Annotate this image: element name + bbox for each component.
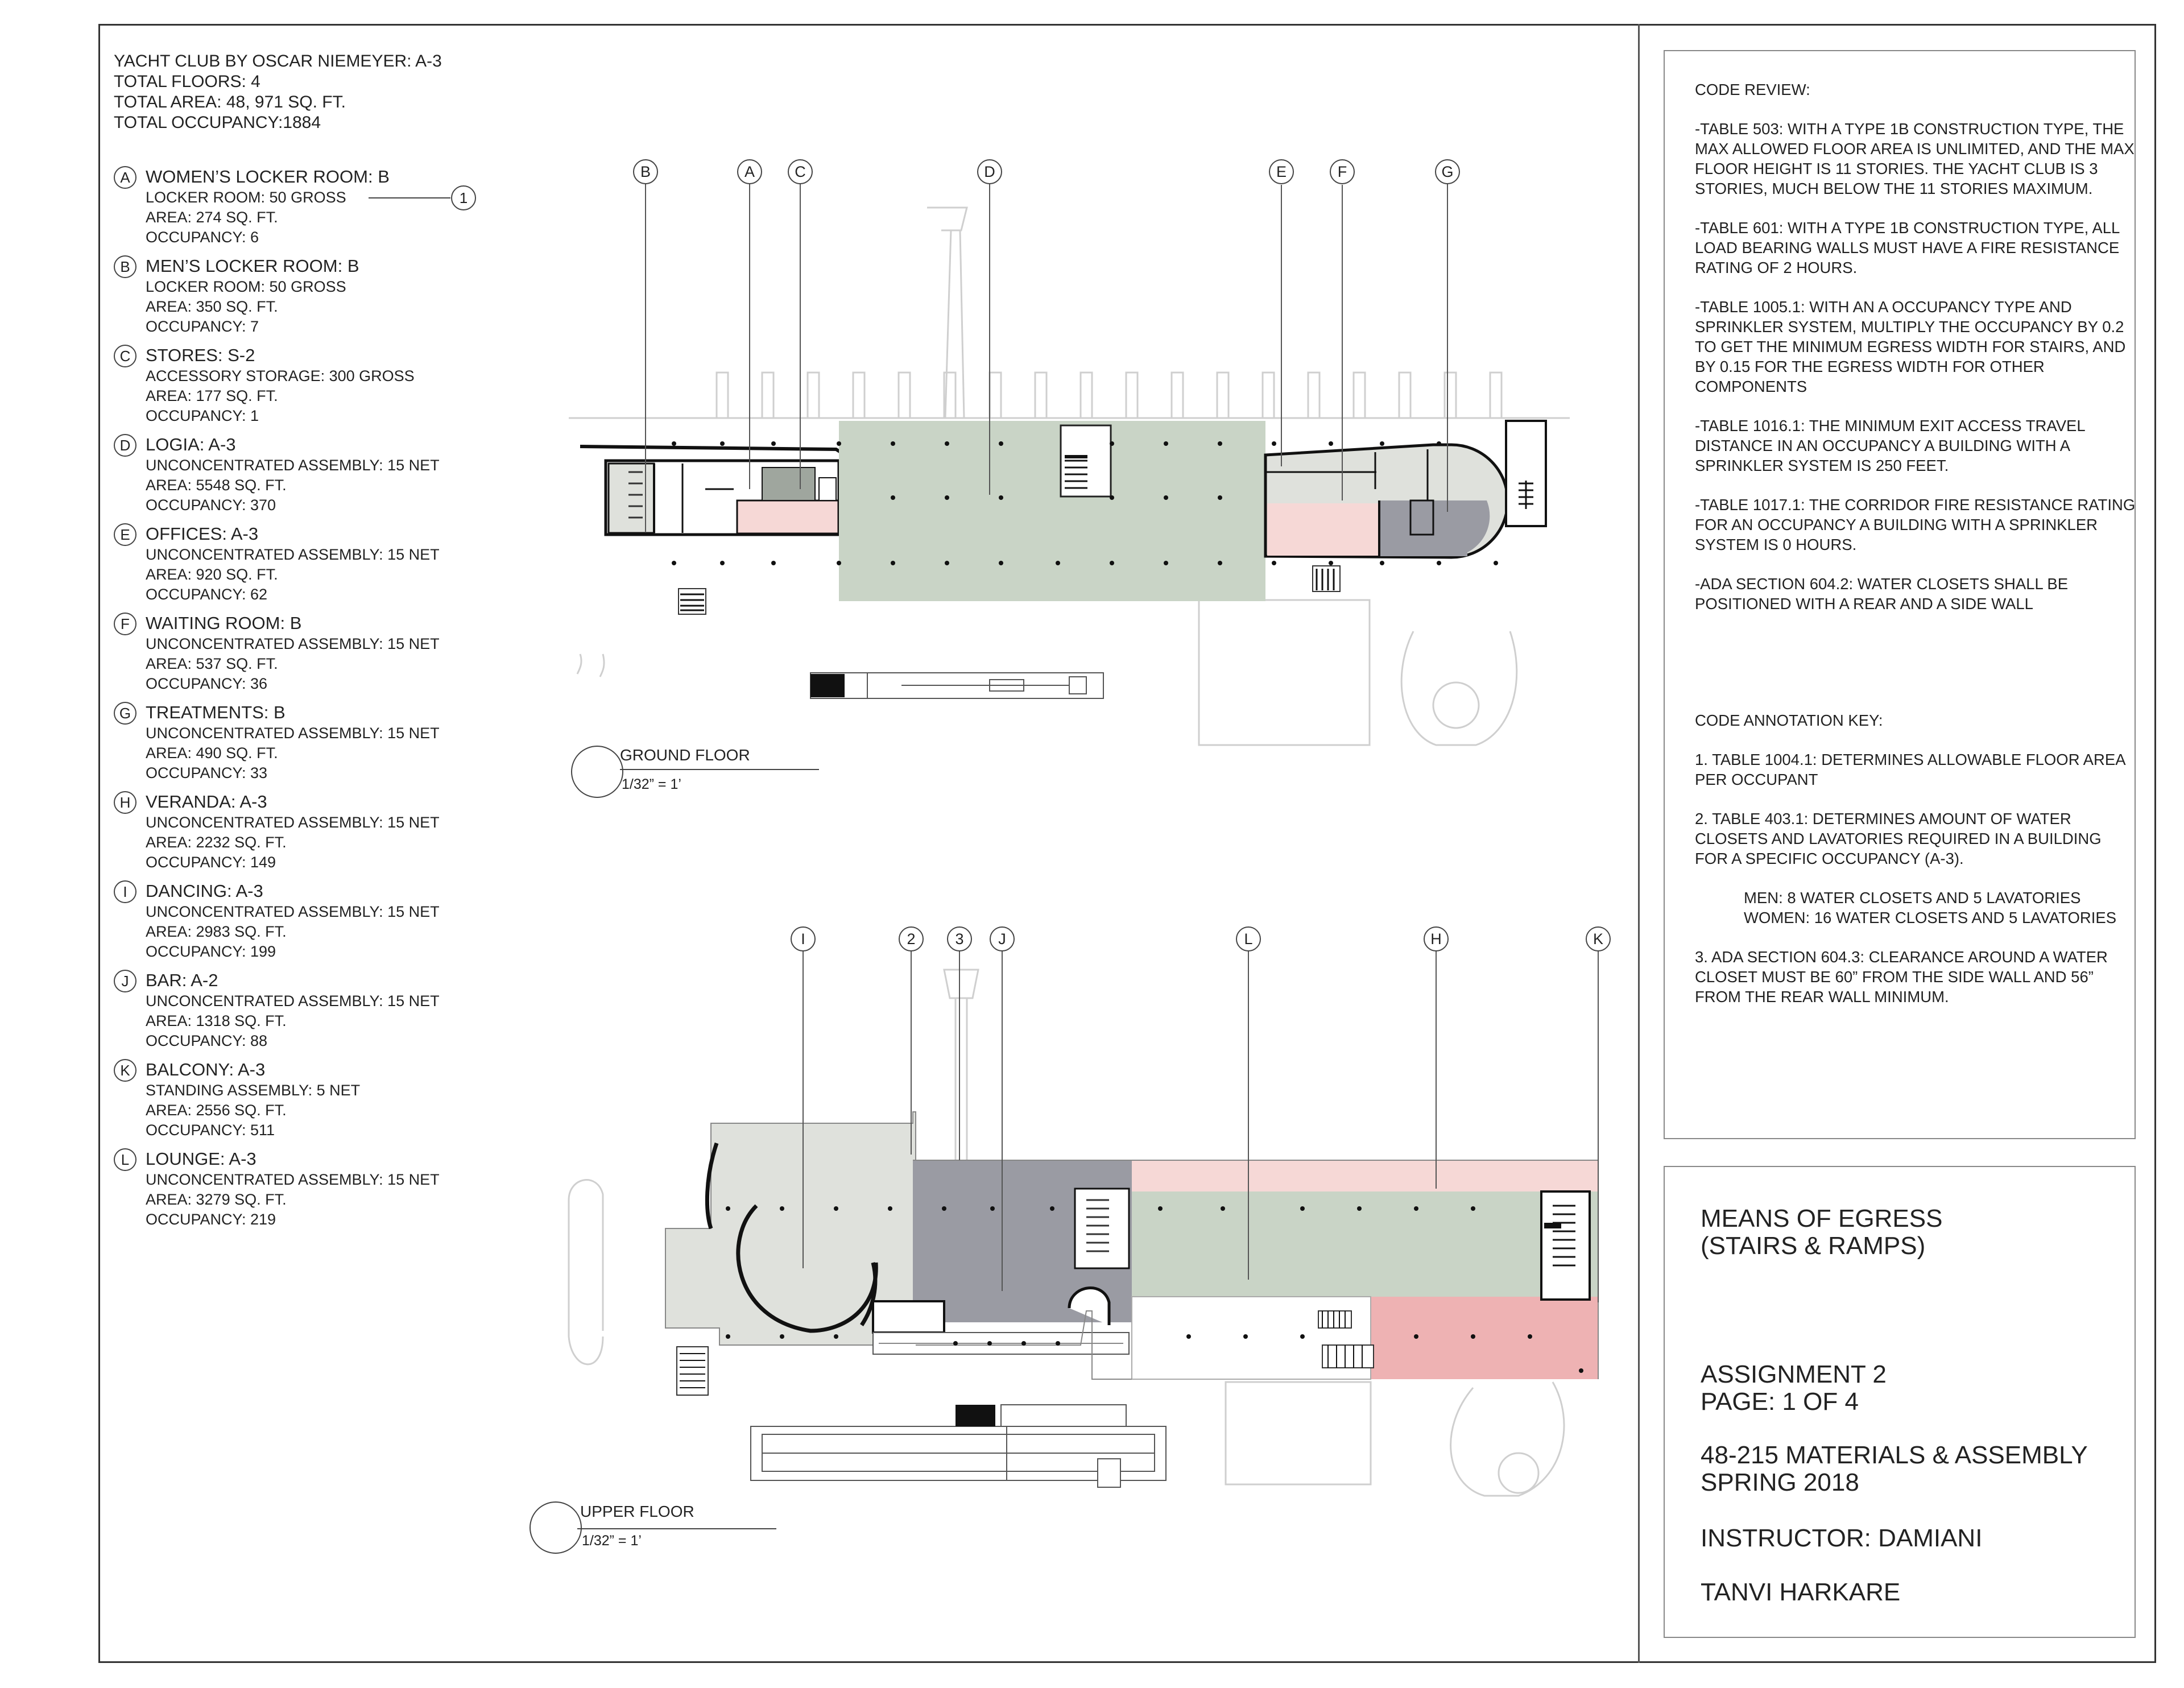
- legend-item-detail: UNCONCENTRATED ASSEMBLY: 15 NET: [146, 725, 440, 742]
- legend-item-detail: UNCONCENTRATED ASSEMBLY: 15 NET: [146, 903, 440, 920]
- code-review-item: -TABLE 503: WITH A TYPE 1B CONSTRUCTION TYPE, THE MAX ALLOWED FLOOR AREA IS UNLIMITED, AND THE MAX FLOOR HEIGHT IS 11 STORIES. THE YACHT CLUB IS 3 STORIES, MUCH BELOW THE 11 STORIES MAXIMUM.: [1695, 120, 2135, 197]
- legend-item-detail: AREA: 537 SQ. FT.: [146, 655, 278, 672]
- sheet-title-2: (STAIRS & RAMPS): [1701, 1232, 1926, 1260]
- legend-item-detail: ACCESSORY STORAGE: 300 GROSS: [146, 367, 415, 384]
- legend-item-title: MEN’S LOCKER ROOM: B: [146, 256, 359, 276]
- code-review-item: -TABLE 1016.1: THE MINIMUM EXIT ACCESS TRAVEL DISTANCE IN AN OCCUPANCY A BUILDING WITH A SPRINKLER SYSTEM IS 250 FEET.: [1695, 417, 2085, 474]
- legend-key-badge: G: [114, 702, 136, 725]
- ground-ramp: [810, 673, 1103, 698]
- legend-item-detail: UNCONCENTRATED ASSEMBLY: 15 NET: [146, 635, 440, 652]
- sheet-title-1: MEANS OF EGRESS: [1701, 1205, 1943, 1232]
- legend-item-title: BALCONY: A-3: [146, 1060, 266, 1079]
- legend-key-badge: F: [114, 613, 136, 635]
- legend-item-detail: AREA: 274 SQ. FT.: [146, 209, 278, 226]
- ground-right-wing: [1265, 421, 1546, 591]
- legend-item-title: STORES: S-2: [146, 345, 255, 365]
- legend-key-badge: D: [114, 434, 136, 457]
- total-floors: TOTAL FLOORS: 4: [114, 72, 260, 91]
- legend-item-title: BAR: A-2: [146, 970, 218, 990]
- legend-item-detail: OCCUPANCY: 1: [146, 407, 259, 424]
- grid-tag-label: J: [998, 930, 1006, 948]
- page-number: PAGE: 1 OF 4: [1701, 1388, 1859, 1416]
- legend-key-badge: E: [114, 523, 136, 546]
- grid-tag-label: K: [1592, 930, 1604, 948]
- veranda-area: [1132, 1160, 1598, 1191]
- legend-item-detail: UNCONCENTRATED ASSEMBLY: 15 NET: [146, 1171, 440, 1188]
- total-occupancy: TOTAL OCCUPANCY:1884: [114, 113, 321, 132]
- legend-key-badge: I: [114, 880, 136, 903]
- legend-item-detail: LOCKER ROOM: 50 GROSS: [146, 278, 346, 295]
- legend-item-detail: AREA: 2556 SQ. FT.: [146, 1102, 287, 1119]
- legend-item-detail: OCCUPANCY: 511: [146, 1122, 275, 1139]
- legend-item-detail: OCCUPANCY: 370: [146, 497, 276, 514]
- legend-item-detail: OCCUPANCY: 7: [146, 318, 259, 335]
- annotation-marker-1: 1: [459, 189, 468, 206]
- legend-item-detail: OCCUPANCY: 88: [146, 1032, 268, 1049]
- code-review-item: -TABLE 601: WITH A TYPE 1B CONSTRUCTION TYPE, ALL LOAD BEARING WALLS MUST HAVE A FIRE RESISTANCE RATING OF 2 HOURS.: [1695, 219, 2120, 276]
- legend-item-detail: AREA: 350 SQ. FT.: [146, 298, 278, 315]
- legend-item-detail: UNCONCENTRATED ASSEMBLY: 15 NET: [146, 546, 440, 563]
- legend-item-title: TREATMENTS: B: [146, 702, 286, 722]
- grid-tag-label: D: [984, 163, 995, 180]
- legend-item-detail: AREA: 5548 SQ. FT.: [146, 477, 287, 494]
- legend-key-badge: A: [114, 166, 136, 189]
- code-review-item: -TABLE 1005.1: WITH AN A OCCUPANCY TYPE AND SPRINKLER SYSTEM, MULTIPLY THE OCCUPANCY BY 0.2 TO GET THE MINIMUM EGRESS WIDTH FOR STAIRS, AND BY 0.15 FOR THE EGRESS WIDTH FOR OTHER COMPONENTS: [1695, 298, 2126, 395]
- grid-tag-label: 2: [907, 930, 916, 948]
- grid-tag-label: A: [744, 163, 755, 180]
- project-title: YACHT CLUB BY OSCAR NIEMEYER: A-3: [114, 52, 442, 71]
- upper-floor-plan: [530, 951, 1598, 1553]
- legend-item-detail: UNCONCENTRATED ASSEMBLY: 15 NET: [146, 814, 440, 831]
- legend-item-detail: OCCUPANCY: 62: [146, 586, 268, 603]
- loggia-area: [839, 421, 1265, 601]
- legend-item-detail: AREA: 2983 SQ. FT.: [146, 923, 287, 940]
- legend-item-detail: LOCKER ROOM: 50 GROSS: [146, 189, 346, 206]
- code-review-title: CODE REVIEW:: [1695, 81, 1810, 98]
- instructor-name: INSTRUCTOR: DAMIANI: [1701, 1524, 1983, 1552]
- legend-key-badge: J: [114, 970, 136, 992]
- legend-item-detail: UNCONCENTRATED ASSEMBLY: 15 NET: [146, 992, 440, 1010]
- author-name: TANVI HARKARE: [1701, 1578, 1901, 1606]
- code-review-item: -TABLE 1017.1: THE CORRIDOR FIRE RESISTANCE RATING FOR AN OCCUPANCY A BUILDING WITH A SPRINKLER SYSTEM IS 0 HOURS.: [1695, 496, 2136, 553]
- legend-item-title: LOUNGE: A-3: [146, 1149, 257, 1169]
- ground-floor-scale: 1/32” = 1’: [622, 776, 681, 792]
- legend-item-detail: UNCONCENTRATED ASSEMBLY: 15 NET: [146, 457, 440, 474]
- annotation-key-title: CODE ANNOTATION KEY:: [1695, 711, 1883, 729]
- grid-tag-label: G: [1441, 163, 1454, 180]
- legend-item-title: LOGIA: A-3: [146, 435, 236, 454]
- legend-item-detail: OCCUPANCY: 36: [146, 675, 268, 692]
- legend-item-detail: OCCUPANCY: 33: [146, 764, 268, 781]
- legend-item-detail: AREA: 1318 SQ. FT.: [146, 1012, 287, 1029]
- legend-key-badge: K: [114, 1059, 136, 1082]
- lounge-area: [1132, 1191, 1598, 1297]
- ground-floor-title: GROUND FLOOR: [620, 746, 750, 764]
- course-term: SPRING 2018: [1701, 1468, 1859, 1496]
- grid-tag-label: I: [801, 930, 805, 948]
- grid-tag-label: C: [795, 163, 806, 180]
- grid-tag-label: F: [1337, 163, 1347, 180]
- annotation-key-1: 1. TABLE 1004.1: DETERMINES ALLOWABLE FLOOR AREA PER OCCUPANT: [1695, 751, 2125, 788]
- legend-item-title: WOMEN’S LOCKER ROOM: B: [146, 167, 390, 187]
- grid-tag-label: L: [1244, 930, 1253, 948]
- legend-item-detail: AREA: 3279 SQ. FT.: [146, 1191, 287, 1208]
- legend-item-title: DANCING: A-3: [146, 881, 263, 901]
- ground-floor-plan: [569, 183, 1570, 797]
- annotation-key-2: 2. TABLE 403.1: DETERMINES AMOUNT OF WATER CLOSETS AND LAVATORIES REQUIRED IN A BUILDING FOR A SPECIFIC OCCUPANCY (A-3).: [1695, 810, 2102, 867]
- fixtures-women: WOMEN: 16 WATER CLOSETS AND 5 LAVATORIES: [1744, 909, 2117, 926]
- total-area: TOTAL AREA: 48, 971 SQ. FT.: [114, 93, 346, 111]
- grid-tag-label: B: [640, 163, 651, 180]
- annotation-key-2-fixtures: [1695, 888, 2138, 928]
- legend-item-title: VERANDA: A-3: [146, 792, 267, 812]
- legend-item-detail: OCCUPANCY: 6: [146, 229, 259, 246]
- legend-item-detail: AREA: 490 SQ. FT.: [146, 744, 278, 762]
- assignment-label: ASSIGNMENT 2: [1701, 1360, 1887, 1388]
- legend-item-detail: AREA: 2232 SQ. FT.: [146, 834, 287, 851]
- upper-ramp: [751, 1405, 1166, 1487]
- legend-item-title: OFFICES: A-3: [146, 524, 259, 544]
- legend-item-title: WAITING ROOM: B: [146, 613, 302, 633]
- grid-tag-label: 3: [955, 930, 964, 948]
- code-review-item: -ADA SECTION 604.2: WATER CLOSETS SHALL BE POSITIONED WITH A REAR AND A SIDE WALL: [1695, 575, 2069, 613]
- code-review-text: [1695, 80, 2138, 1026]
- legend-item-detail: AREA: 177 SQ. FT.: [146, 387, 278, 404]
- legend-key-badge: C: [114, 345, 136, 367]
- legend-item-detail: OCCUPANCY: 219: [146, 1211, 276, 1228]
- upper-floor-scale: 1/32” = 1’: [582, 1533, 642, 1549]
- grid-tag-label: E: [1276, 163, 1287, 180]
- legend-item-detail: OCCUPANCY: 199: [146, 943, 276, 960]
- legend-item-detail: AREA: 920 SQ. FT.: [146, 566, 278, 583]
- legend-item-detail: STANDING ASSEMBLY: 5 NET: [146, 1082, 361, 1099]
- upper-floor-title: UPPER FLOOR: [580, 1503, 694, 1520]
- balcony-area: [1371, 1297, 1598, 1379]
- legend-key-badge: H: [114, 791, 136, 814]
- grid-tag-label: H: [1430, 930, 1442, 948]
- fixtures-men: MEN: 8 WATER CLOSETS AND 5 LAVATORIES: [1744, 889, 2081, 907]
- annotation-key-3: 3. ADA SECTION 604.3: CLEARANCE AROUND A WATER CLOSET MUST BE 60” FROM THE SIDE WALL AND 56” FROM THE REAR WALL MINIMUM.: [1695, 948, 2108, 1006]
- course-name: 48-215 MATERIALS & ASSEMBLY: [1701, 1441, 2088, 1469]
- legend-key-badge: B: [114, 255, 136, 278]
- legend-key-badge: L: [114, 1148, 136, 1171]
- legend-item-detail: OCCUPANCY: 149: [146, 854, 276, 871]
